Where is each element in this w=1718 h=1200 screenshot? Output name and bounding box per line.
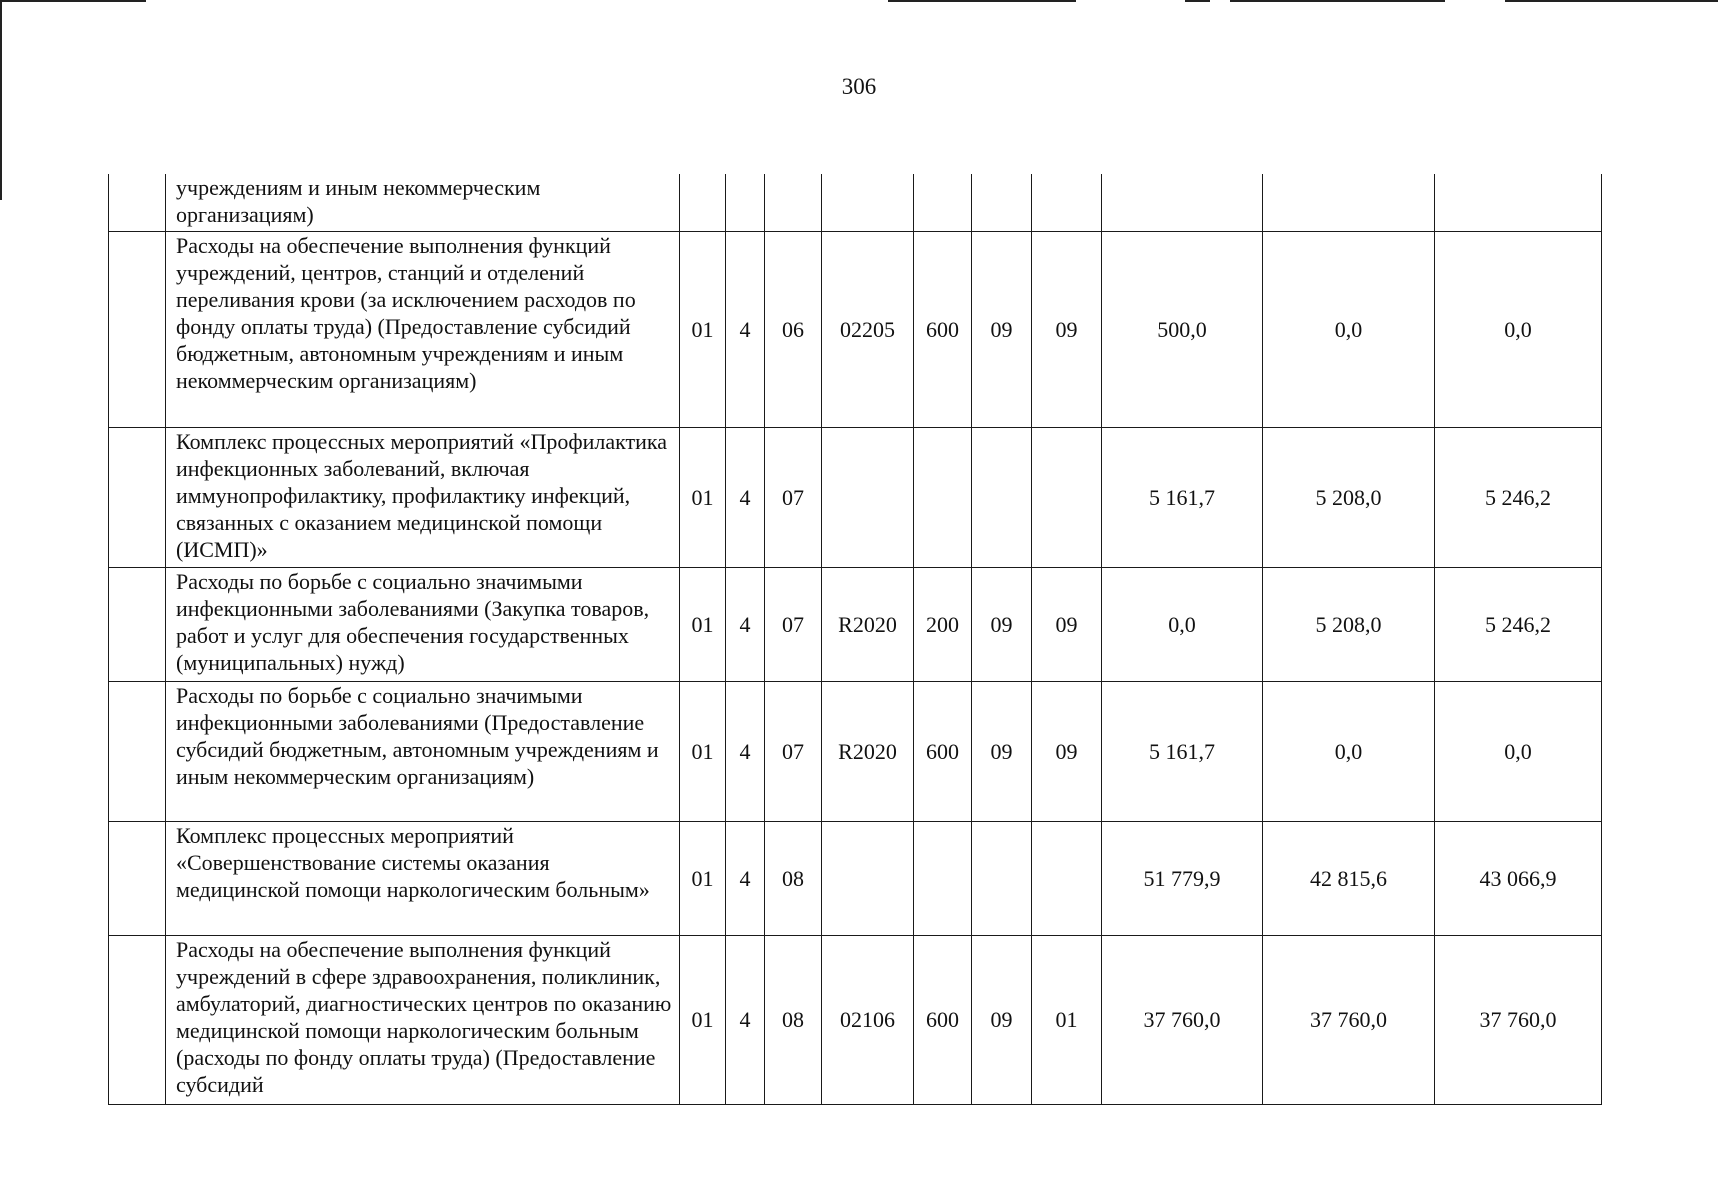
amount-cell xyxy=(1435,174,1602,231)
code-cell: 09 xyxy=(1032,567,1102,681)
code-cell xyxy=(680,174,726,231)
table-row xyxy=(109,935,1602,1104)
amount-cell: 37 760,0 xyxy=(1435,935,1602,1104)
code-cell xyxy=(1032,427,1102,567)
amount-cell: 42 815,6 xyxy=(1263,821,1435,935)
code-cell: 09 xyxy=(972,935,1032,1104)
code-cell: 06 xyxy=(765,231,822,427)
description-cell: Расходы по борьбе с социально значимыми инфекционными заболеваниями (Предоставление субсидий бюджетным, автономным учреждениям и иным некоммерческим организациям) xyxy=(166,681,680,821)
code-cell xyxy=(972,174,1032,231)
code-cell: 08 xyxy=(765,935,822,1104)
row-number-cell xyxy=(109,231,166,427)
amount-cell: 5 161,7 xyxy=(1102,681,1263,821)
code-cell: 01 xyxy=(680,935,726,1104)
amount-cell: 5 246,2 xyxy=(1435,567,1602,681)
amount-cell: 5 246,2 xyxy=(1435,427,1602,567)
code-cell: 07 xyxy=(765,681,822,821)
code-cell: 01 xyxy=(680,681,726,821)
code-cell: 600 xyxy=(914,935,972,1104)
code-cell: 4 xyxy=(726,821,765,935)
code-cell: 07 xyxy=(765,427,822,567)
code-cell: 02205 xyxy=(822,231,914,427)
code-cell: 4 xyxy=(726,681,765,821)
amount-cell: 500,0 xyxy=(1102,231,1263,427)
scan-edge-line xyxy=(888,0,1076,2)
description-cell: Расходы на обеспечение выполнения функций учреждений в сфере здравоохранения, поликлиник, амбулаторий, диагностических центров по оказанию медицинской помощи наркологическим больным (расходы по фонду оплаты труда) (Предоставление субсидий xyxy=(166,935,680,1104)
amount-cell: 0,0 xyxy=(1263,231,1435,427)
code-cell: 02106 xyxy=(822,935,914,1104)
amount-cell: 37 760,0 xyxy=(1102,935,1263,1104)
scan-edge-line xyxy=(1230,0,1445,2)
code-cell: 01 xyxy=(680,231,726,427)
amount-cell: 43 066,9 xyxy=(1435,821,1602,935)
code-cell: 01 xyxy=(1032,935,1102,1104)
amount-cell: 0,0 xyxy=(1435,681,1602,821)
code-cell xyxy=(914,427,972,567)
code-cell xyxy=(822,174,914,231)
amount-cell xyxy=(1263,174,1435,231)
amount-cell: 37 760,0 xyxy=(1263,935,1435,1104)
amount-cell: 0,0 xyxy=(1102,567,1263,681)
code-cell xyxy=(822,821,914,935)
code-cell: 01 xyxy=(680,821,726,935)
table-row xyxy=(109,174,1602,231)
table-row xyxy=(109,427,1602,567)
code-cell: 4 xyxy=(726,567,765,681)
code-cell: 09 xyxy=(972,231,1032,427)
code-cell xyxy=(914,174,972,231)
table-row xyxy=(109,567,1602,681)
code-cell: R2020 xyxy=(822,567,914,681)
table-row xyxy=(109,821,1602,935)
scan-edge-line xyxy=(1505,0,1718,2)
code-cell xyxy=(914,821,972,935)
table-row xyxy=(109,681,1602,821)
description-cell: Комплекс процессных мероприятий «Профилактика инфекционных заболеваний, включая иммунопрофилактику, профилактику инфекций, связанных с оказанием медицинской помощи (ИСМП)» xyxy=(166,427,680,567)
code-cell: 200 xyxy=(914,567,972,681)
code-cell: 4 xyxy=(726,231,765,427)
code-cell: 600 xyxy=(914,231,972,427)
row-number-cell xyxy=(109,681,166,821)
code-cell: R2020 xyxy=(822,681,914,821)
row-number-cell xyxy=(109,821,166,935)
code-cell xyxy=(822,427,914,567)
description-cell: учреждениям и иным некоммерческим организациям) xyxy=(166,174,680,231)
scan-edge-line xyxy=(0,0,146,2)
code-cell: 09 xyxy=(972,681,1032,821)
code-cell: 09 xyxy=(1032,681,1102,821)
page-number: 306 xyxy=(841,74,877,99)
code-cell xyxy=(1032,821,1102,935)
amount-cell xyxy=(1102,174,1263,231)
scan-edge-line xyxy=(0,0,2,200)
code-cell: 09 xyxy=(972,567,1032,681)
code-cell: 4 xyxy=(726,935,765,1104)
description-cell: Комплекс процессных мероприятий «Совершенствование системы оказания медицинской помощи наркологическим больным» xyxy=(166,821,680,935)
code-cell: 01 xyxy=(680,427,726,567)
amount-cell: 5 208,0 xyxy=(1263,567,1435,681)
amount-cell: 51 779,9 xyxy=(1102,821,1263,935)
code-cell xyxy=(972,427,1032,567)
row-number-cell xyxy=(109,935,166,1104)
scan-edge-line xyxy=(1185,0,1210,2)
code-cell: 09 xyxy=(1032,231,1102,427)
code-cell: 08 xyxy=(765,821,822,935)
amount-cell: 0,0 xyxy=(1263,681,1435,821)
code-cell xyxy=(1032,174,1102,231)
amount-cell: 5 161,7 xyxy=(1102,427,1263,567)
budget-table xyxy=(108,174,1602,1105)
code-cell xyxy=(972,821,1032,935)
row-number-cell xyxy=(109,427,166,567)
code-cell: 01 xyxy=(680,567,726,681)
code-cell: 4 xyxy=(726,427,765,567)
code-cell: 07 xyxy=(765,567,822,681)
table-row xyxy=(109,231,1602,427)
amount-cell: 5 208,0 xyxy=(1263,427,1435,567)
row-number-cell xyxy=(109,567,166,681)
amount-cell: 0,0 xyxy=(1435,231,1602,427)
row-number-cell xyxy=(109,174,166,231)
description-cell: Расходы на обеспечение выполнения функций учреждений, центров, станций и отделений переливания крови (за исключением расходов по фонду оплаты труда) (Предоставление субсидий бюджетным, автономным учреждениям и иным некоммерческим организациям) xyxy=(166,231,680,427)
code-cell xyxy=(726,174,765,231)
code-cell xyxy=(765,174,822,231)
description-cell: Расходы по борьбе с социально значимыми инфекционными заболеваниями (Закупка товаров, работ и услуг для обеспечения государственных (муниципальных) нужд) xyxy=(166,567,680,681)
code-cell: 600 xyxy=(914,681,972,821)
